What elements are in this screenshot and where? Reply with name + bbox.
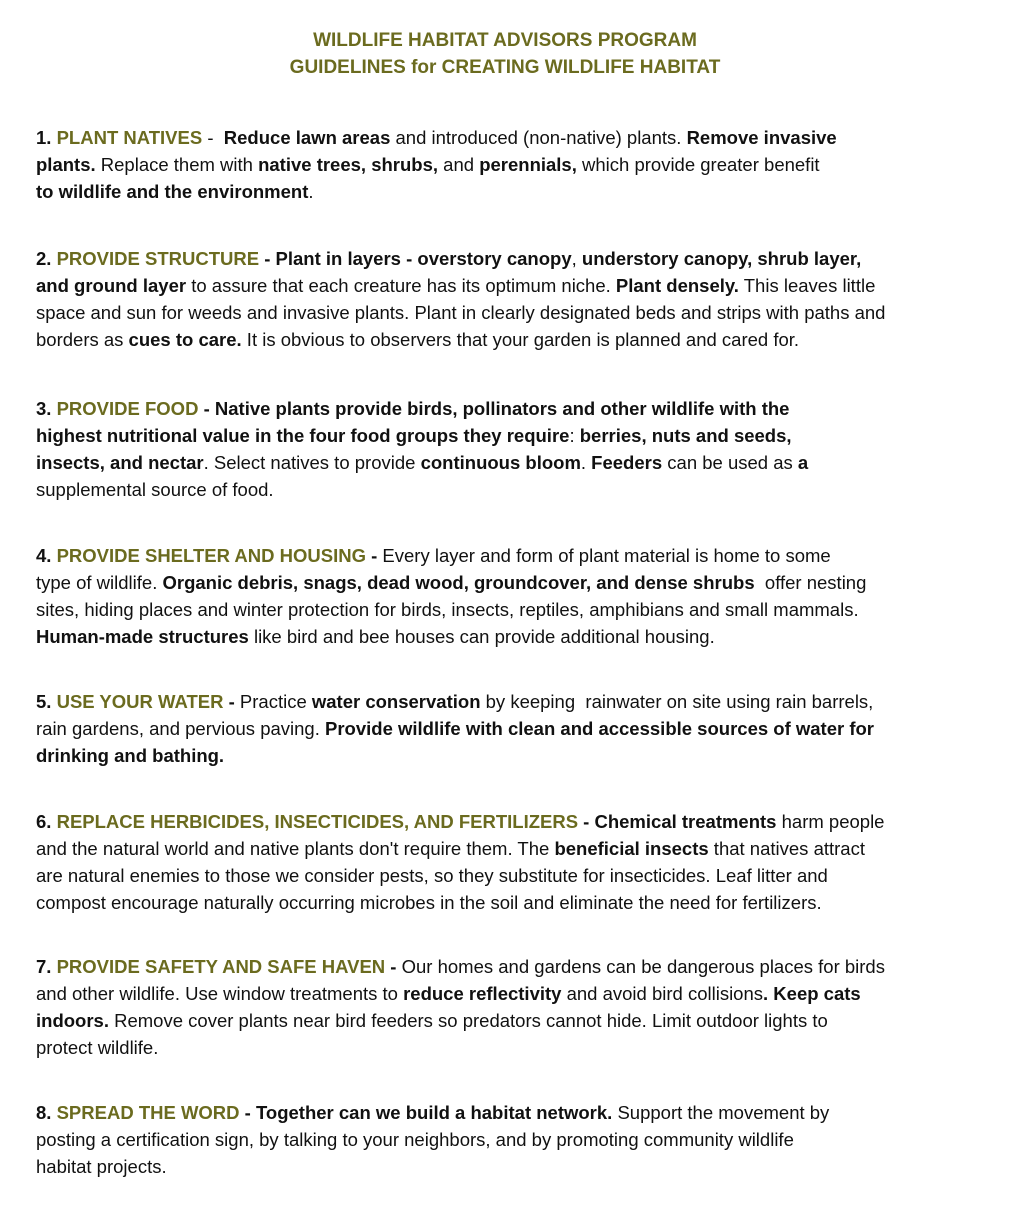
bold-text: water conservation [311, 691, 481, 712]
guideline-line [36, 245, 966, 272]
body-text: and avoid bird collisions [561, 983, 764, 1004]
guideline-number: 8. [36, 1102, 52, 1123]
body-text: - [202, 127, 219, 148]
body-text: Our homes and gardens can be dangerous places for birds [401, 956, 885, 977]
body-text: by keeping rainwater on site using rain barrels, [480, 691, 874, 712]
body-text: offer nesting [754, 572, 867, 593]
guideline-line [36, 449, 966, 476]
bold-text: understory canopy, shrub layer, [581, 248, 862, 269]
body-text: Support the movement by [612, 1102, 830, 1123]
guideline-item [36, 395, 966, 503]
guideline-number: 4. [36, 545, 52, 566]
guideline-item [36, 1099, 966, 1180]
guideline-item [36, 808, 966, 916]
bold-text: Provide wildlife with clean and accessible sources of water for [325, 718, 875, 739]
bold-text: plants. [36, 154, 96, 175]
bold-text: a [797, 452, 809, 473]
guideline-line [36, 1153, 966, 1180]
guideline-item [36, 953, 966, 1061]
guideline-line [36, 980, 966, 1007]
guideline-title: SPREAD THE WORD [56, 1102, 240, 1123]
bold-text: Reduce lawn areas [218, 127, 391, 148]
body-text: which provide greater benefit [576, 154, 820, 175]
bold-text: - Plant in layers - overstory canopy [259, 248, 572, 269]
guideline-title: REPLACE HERBICIDES, INSECTICIDES, AND FERTILIZERS [56, 811, 579, 832]
body-text: compost encourage naturally occurring microbes in the soil and eliminate the need for fertilizers. [36, 892, 822, 913]
body-text: space and sun for weeds and invasive plants. Plant in clearly designated beds and strips with paths and [36, 302, 886, 323]
guideline-number: 3. [36, 398, 52, 419]
guideline-title: USE YOUR WATER [56, 691, 224, 712]
body-text: Remove cover plants near bird feeders so predators cannot hide. Limit outdoor lights to [108, 1010, 828, 1031]
bold-text: indoors. [36, 1010, 109, 1031]
guideline-line [36, 742, 966, 769]
body-text: Replace them with [95, 154, 259, 175]
guideline-line [36, 596, 966, 623]
guideline-item [36, 245, 966, 353]
body-text: to assure that each creature has its optimum niche. [186, 275, 616, 296]
bold-text: Plant densely. [615, 275, 739, 296]
document-header [0, 27, 1010, 81]
bold-text: highest nutritional value in the four food groups they require [36, 425, 570, 446]
guideline-line [36, 476, 966, 503]
guideline-line [36, 299, 966, 326]
guideline-line [36, 395, 966, 422]
guideline-line [36, 1126, 966, 1153]
bold-text: to wildlife and the environment [36, 181, 309, 202]
bold-text: - Together can we build a habitat network. [239, 1102, 613, 1123]
bold-text: - [365, 545, 383, 566]
body-text: It is obvious to observers that your garden is planned and cared for. [241, 329, 800, 350]
body-text: and the natural world and native plants don't require them. The [36, 838, 555, 859]
guideline-line [36, 1099, 966, 1126]
bold-text: Feeders [591, 452, 663, 473]
guideline-line [36, 422, 966, 449]
body-text: sites, hiding places and winter protection for birds, insects, reptiles, amphibians and small mammals. [36, 599, 859, 620]
guideline-title: PROVIDE STRUCTURE [56, 248, 260, 269]
body-text: and introduced (non-native) plants. [390, 127, 687, 148]
body-text: . [580, 452, 592, 473]
body-text: : [569, 425, 580, 446]
guideline-line [36, 953, 966, 980]
bold-text: and ground layer [36, 275, 187, 296]
guideline-line [36, 835, 966, 862]
body-text: like bird and bee houses can provide additional housing. [248, 626, 715, 647]
body-text: harm people [776, 811, 885, 832]
guideline-line [36, 1007, 966, 1034]
guideline-line [36, 272, 966, 299]
guideline-line [36, 326, 966, 353]
guideline-title: PROVIDE SAFETY AND SAFE HAVEN [56, 956, 386, 977]
bold-text: reduce reflectivity [403, 983, 562, 1004]
guideline-line [36, 569, 966, 596]
guideline-item [36, 688, 966, 769]
body-text: can be used as [662, 452, 798, 473]
guideline-line [36, 715, 966, 742]
body-text: that natives attract [708, 838, 865, 859]
body-text: protect wildlife. [36, 1037, 159, 1058]
body-text: habitat projects. [36, 1156, 167, 1177]
bold-text: native trees, shrubs, [258, 154, 439, 175]
body-text: This leaves little [738, 275, 876, 296]
body-text: and [438, 154, 480, 175]
bold-text: insects, and nectar [36, 452, 204, 473]
guideline-line [36, 688, 966, 715]
guideline-line [36, 623, 966, 650]
bold-text: berries, nuts and seeds, [579, 425, 792, 446]
guideline-number: 2. [36, 248, 52, 269]
body-text: . Select natives to provide [203, 452, 421, 473]
guideline-line [36, 1034, 966, 1061]
guideline-line [36, 889, 966, 916]
guideline-line [36, 124, 966, 151]
body-text: Practice [239, 691, 312, 712]
body-text: , [571, 248, 582, 269]
bold-text: perennials, [479, 154, 577, 175]
bold-text: Human-made structures [36, 626, 249, 647]
body-text: and other wildlife. Use window treatments to [36, 983, 404, 1004]
body-text: type of wildlife. [36, 572, 163, 593]
guideline-line [36, 542, 966, 569]
body-text: . [308, 181, 314, 202]
guideline-title: PLANT NATIVES [56, 127, 203, 148]
guideline-item [36, 542, 966, 650]
body-text: are natural enemies to those we consider pests, so they substitute for insecticides. Leaf litter and [36, 865, 828, 886]
guideline-number: 7. [36, 956, 52, 977]
bold-text: - [223, 691, 240, 712]
bold-text: continuous bloom [420, 452, 581, 473]
guidelines-title: GUIDELINES for CREATING WILDLIFE HABITAT [289, 57, 721, 78]
guideline-number: 1. [36, 127, 52, 148]
bold-text: beneficial insects [554, 838, 709, 859]
guideline-line [36, 808, 966, 835]
guideline-number: 5. [36, 691, 52, 712]
guideline-title: PROVIDE FOOD [56, 398, 199, 419]
guideline-line [36, 862, 966, 889]
bold-text: Organic debris, snags, dead wood, groundcover, and dense shrubs [162, 572, 755, 593]
guideline-number: 6. [36, 811, 52, 832]
body-text: posting a certification sign, by talking to your neighbors, and by promoting community wildlife [36, 1129, 794, 1150]
guideline-title: PROVIDE SHELTER AND HOUSING [56, 545, 366, 566]
body-text: supplemental source of food. [36, 479, 274, 500]
guideline-line [36, 178, 966, 205]
bold-text: drinking and bathing. [36, 745, 225, 766]
bold-text: . Keep cats [763, 983, 861, 1004]
bold-text: - Chemical treatments [578, 811, 777, 832]
program-title: WILDLIFE HABITAT ADVISORS PROGRAM [313, 30, 697, 51]
bold-text: - Native plants provide birds, pollinators and other wildlife with the [198, 398, 790, 419]
bold-text: - [385, 956, 402, 977]
body-text: borders as [36, 329, 129, 350]
body-text: rain gardens, and pervious paving. [36, 718, 325, 739]
bold-text: Remove invasive [686, 127, 837, 148]
body-text: Every layer and form of plant material is home to some [382, 545, 831, 566]
bold-text: cues to care. [128, 329, 242, 350]
guideline-line [36, 151, 966, 178]
guideline-item [36, 124, 966, 205]
